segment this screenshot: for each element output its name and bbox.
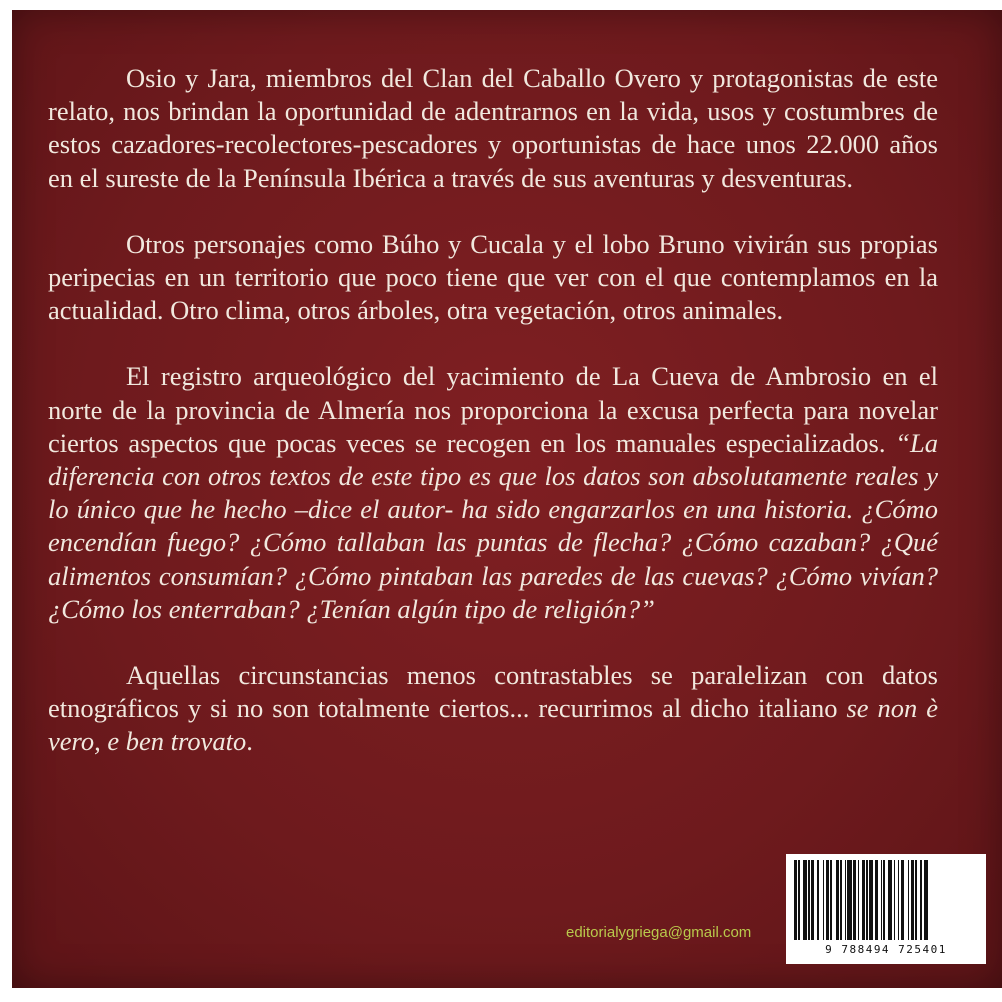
barcode-bar: [928, 860, 929, 940]
publisher-email: editorialygriega@gmail.com: [566, 924, 752, 941]
paragraph-1: [48, 62, 938, 195]
paragraph-3: [48, 360, 938, 626]
paragraph-4-end: .: [246, 726, 253, 757]
paragraph-2-text: Otros personajes como Búho y Cucala y el lobo Bruno vivirán sus propias peripecias en un territorio que poco tiene que ver con el que contemplamos en la actualidad. Otro clima, otros árboles, otra vegetación, otros animales.: [48, 228, 938, 326]
author-quote: “La diferencia con otros textos de este tipo es que los datos son absolutamente reales y lo único que he hecho –dice el autor- ha sido engarzarlos en una historia. ¿Cómo encendían fuego? ¿Cómo tallaban las puntas de flecha? ¿Cómo cazaban? ¿Qué alimentos consumían? ¿Cómo pintaban las paredes de las cuevas? ¿Cómo vivían? ¿Cómo los enterraban? ¿Tenían algún tipo de religión?”: [48, 427, 939, 624]
barcode-bars: [794, 860, 978, 940]
paragraph-4: [48, 659, 938, 759]
paragraph-1-text: Osio y Jara, miembros del Clan del Caballo Overo y protagonistas de este relato, nos brindan la oportunidad de adentrarnos en la vida, usos y costumbres de estos cazadores-recolectores-pescadores y oportunistas de hace unos 22.000 años en el sureste de la Península Ibérica a través de sus aventuras y desventuras.: [48, 63, 938, 193]
paragraph-4-text: Aquellas circunstancias menos contrastables se paralelizan con datos etnográficos y si no son totalmente ciertos... recurrimos al dicho italiano: [48, 660, 938, 724]
italian-saying: se non è vero, e ben trovato: [48, 693, 938, 757]
synopsis-text: [48, 62, 938, 792]
isbn-number: 9 788494 725401: [825, 943, 947, 956]
paragraph-2: [48, 228, 938, 328]
paragraph-3-text: El registro arqueológico del yacimiento de La Cueva de Ambrosio en el norte de la provincia de Almería nos proporciona la excusa perfecta para novelar ciertos aspectos que pocas veces se recogen en los manuales especializados.: [48, 361, 938, 458]
isbn-barcode: [786, 854, 986, 964]
